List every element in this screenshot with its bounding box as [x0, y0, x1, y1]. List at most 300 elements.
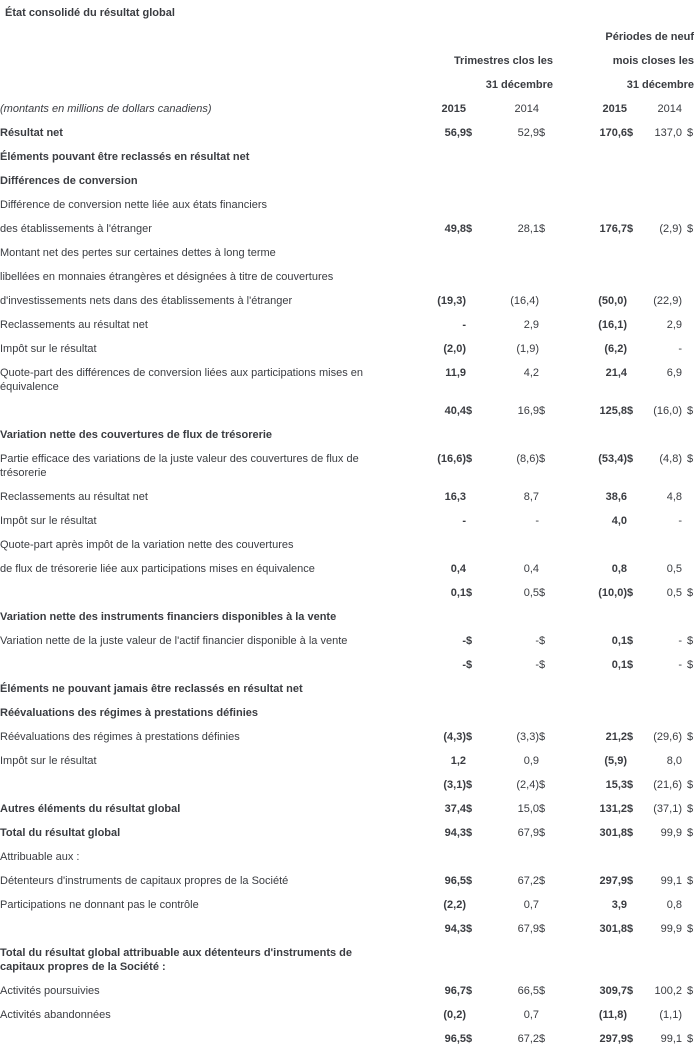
spacer-cell — [466, 422, 480, 446]
value-q2014 — [480, 940, 539, 978]
value-q2014 — [480, 144, 539, 168]
row-label: Total du résultat global — [0, 827, 121, 839]
row-label: Attribuable aux : — [0, 851, 80, 863]
value-q2014 — [480, 168, 539, 192]
row-total-attribuable-detenteurs — [0, 940, 694, 978]
value-q2014: 0,9 — [523, 755, 539, 767]
spacer-cell — [627, 168, 641, 192]
row-total-resultat-global — [0, 820, 694, 844]
currency-symbol: $ — [627, 1033, 634, 1045]
value-n2014: 8,0 — [666, 755, 682, 767]
currency-symbol: $ — [687, 405, 694, 417]
spacer-cell — [539, 556, 553, 580]
value-q2014: 28,1 — [517, 223, 539, 235]
spacer-cell — [682, 532, 694, 556]
value-n2014 — [641, 264, 682, 288]
value-n2014: (22,9) — [653, 295, 682, 307]
value-q2015: 1,2 — [450, 755, 466, 767]
currency-symbol: $ — [627, 635, 634, 647]
value-q2014: 4,2 — [523, 367, 539, 379]
spacer-cell — [682, 264, 694, 288]
row-section-reevaluations — [0, 700, 694, 724]
header-spacer — [0, 72, 420, 96]
row-label: Différence de conversion nette liée aux états financiers — [0, 199, 268, 211]
value-n2014: - — [678, 659, 682, 671]
row-label: Différences de conversion — [0, 175, 138, 187]
spacer-cell — [627, 556, 641, 580]
row-quote-part-apres-impot — [0, 532, 694, 556]
value-q2014: 67,9 — [517, 923, 539, 935]
currency-symbol: $ — [466, 923, 473, 935]
currency-symbol: $ — [466, 985, 473, 997]
value-q2015: 96,7 — [444, 985, 466, 997]
value-q2014: 67,9 — [517, 827, 539, 839]
value-q2015: - — [462, 319, 466, 331]
spacer-cell — [466, 484, 480, 508]
spacer-cell — [466, 1002, 480, 1026]
row-label — [0, 916, 420, 940]
value-n2015: 309,7 — [599, 985, 627, 997]
row-impot-2 — [0, 508, 694, 532]
year-n2014: 2014 — [657, 103, 682, 115]
currency-symbol: $ — [687, 127, 694, 139]
value-q2014: (1,9) — [516, 343, 539, 355]
value-q2014: 8,7 — [523, 491, 539, 503]
value-n2015 — [553, 240, 627, 264]
value-n2015: 297,9 — [599, 875, 627, 887]
row-label: d'investissements nets dans des établissements à l'étranger — [0, 295, 293, 307]
currency-symbol: $ — [539, 731, 546, 743]
value-n2014 — [641, 676, 682, 700]
row-label: Reclassements au résultat net — [0, 491, 148, 503]
spacer-cell — [466, 168, 480, 192]
value-q2014: (16,4) — [510, 295, 539, 307]
header-spacer — [0, 48, 420, 72]
spacer-cell — [682, 748, 694, 772]
currency-symbol: $ — [466, 223, 473, 235]
row-attribuable-aux — [0, 844, 694, 868]
spacer-cell — [539, 96, 553, 120]
spacer-cell — [539, 700, 553, 724]
currency-symbol: $ — [687, 635, 694, 647]
currency-symbol: $ — [539, 405, 546, 417]
spacer-cell — [466, 96, 480, 120]
row-label: Activités abandonnées — [0, 1009, 111, 1021]
subtotal-instruments-financiers — [0, 652, 694, 676]
value-n2014: 0,8 — [666, 899, 682, 911]
row-participations — [0, 892, 694, 916]
header-row-3 — [0, 72, 694, 96]
value-n2014: 99,1 — [660, 875, 682, 887]
currency-symbol: $ — [687, 731, 694, 743]
units-note: (montants en millions de dollars canadiens) — [0, 103, 212, 115]
row-investissements-nets — [0, 288, 694, 312]
spacer-cell — [627, 312, 641, 336]
currency-symbol: $ — [687, 659, 694, 671]
spacer-cell — [627, 940, 641, 978]
spacer-cell — [466, 240, 480, 264]
currency-symbol: $ — [466, 127, 473, 139]
spacer-cell — [682, 700, 694, 724]
currency-symbol: $ — [627, 779, 634, 791]
row-label: Impôt sur le résultat — [0, 343, 97, 355]
currency-symbol: $ — [466, 731, 473, 743]
currency-symbol: $ — [627, 127, 634, 139]
value-n2014: 100,2 — [654, 985, 682, 997]
value-q2015: 94,3 — [444, 827, 466, 839]
row-label: Détenteurs d'instruments de capitaux propres de la Société — [0, 875, 289, 887]
row-label: Activités poursuivies — [0, 985, 100, 997]
value-q2015: (3,1) — [443, 779, 466, 791]
spacer-cell — [682, 192, 694, 216]
spacer-cell — [539, 144, 553, 168]
currency-symbol: $ — [539, 779, 546, 791]
currency-symbol: $ — [466, 453, 473, 465]
spacer-cell — [466, 532, 480, 556]
currency-symbol: $ — [627, 803, 634, 815]
value-q2014 — [480, 676, 539, 700]
spacer-cell — [627, 264, 641, 288]
row-activites-abandonnees — [0, 1002, 694, 1026]
spacer-cell — [539, 748, 553, 772]
currency-symbol: $ — [627, 731, 634, 743]
value-q2015 — [420, 240, 466, 264]
header-row-2 — [0, 48, 694, 72]
value-q2015: 56,9 — [444, 127, 466, 139]
value-q2015: - — [462, 635, 466, 647]
value-n2015 — [553, 264, 627, 288]
spacer-cell — [466, 508, 480, 532]
value-n2015: 15,3 — [605, 779, 627, 791]
spacer-cell — [627, 484, 641, 508]
spacer-cell — [539, 288, 553, 312]
currency-symbol: $ — [687, 985, 694, 997]
spacer-cell — [627, 422, 641, 446]
currency-symbol: $ — [466, 635, 473, 647]
subtotal-flux-tresorerie — [0, 580, 694, 604]
year-q2014: 2014 — [514, 103, 539, 115]
value-q2014: 67,2 — [517, 875, 539, 887]
subtotal-reevaluations — [0, 772, 694, 796]
currency-symbol: $ — [539, 223, 546, 235]
row-label: Total du résultat global attribuable aux détenteurs d'instruments de capitaux propres de la Société : — [0, 947, 353, 973]
spacer-cell — [627, 604, 641, 628]
row-label: Éléments ne pouvant jamais être reclassés en résultat net — [0, 683, 303, 695]
value-q2015 — [420, 422, 466, 446]
value-n2014 — [641, 604, 682, 628]
row-reclassements-2 — [0, 484, 694, 508]
row-section-flux-tresorerie — [0, 422, 694, 446]
row-label — [0, 398, 420, 422]
value-n2015 — [553, 940, 627, 978]
value-n2014: 6,9 — [666, 367, 682, 379]
spacer-cell — [682, 288, 694, 312]
year-n2015: 2015 — [602, 103, 627, 115]
spacer-cell — [682, 312, 694, 336]
spacer-cell — [627, 532, 641, 556]
row-resultat-net — [0, 120, 694, 144]
currency-symbol: $ — [627, 659, 634, 671]
value-q2015: (4,3) — [443, 731, 466, 743]
spacer-cell — [466, 312, 480, 336]
row-label: Variation nette des couvertures de flux de trésorerie — [0, 429, 273, 441]
row-label: des établissements à l'étranger — [0, 223, 152, 235]
value-n2015 — [553, 144, 627, 168]
spacer-cell — [627, 144, 641, 168]
value-q2014 — [480, 264, 539, 288]
value-q2015: (16,6) — [437, 453, 466, 465]
spacer-cell — [466, 844, 480, 868]
spacer-cell — [682, 1002, 694, 1026]
spacer-cell — [539, 604, 553, 628]
subtotal-activites — [0, 1026, 694, 1050]
spacer-cell — [682, 556, 694, 580]
row-etablissements-etranger — [0, 216, 694, 240]
currency-symbol: $ — [687, 779, 694, 791]
value-q2015: 49,8 — [444, 223, 466, 235]
currency-symbol: $ — [687, 923, 694, 935]
spacer-cell — [466, 192, 480, 216]
value-n2014: 4,8 — [666, 491, 682, 503]
value-n2015: 0,1 — [611, 659, 627, 671]
row-label: libellées en monnaies étrangères et désignées à titre de couvertures — [0, 271, 334, 283]
value-q2015 — [420, 700, 466, 724]
spacer-cell — [627, 1002, 641, 1026]
row-quote-part-conversion — [0, 360, 694, 398]
value-n2014: 99,9 — [660, 827, 682, 839]
row-label: Reclassements au résultat net — [0, 319, 148, 331]
spacer-cell — [627, 192, 641, 216]
row-impot-3 — [0, 748, 694, 772]
row-detenteurs — [0, 868, 694, 892]
value-q2014: 66,5 — [517, 985, 539, 997]
row-label: Variation nette des instruments financiers disponibles à la vente — [0, 611, 337, 623]
spacer-cell — [466, 940, 480, 978]
currency-symbol: $ — [539, 1033, 546, 1045]
value-n2014: 99,9 — [660, 923, 682, 935]
value-q2015 — [420, 192, 466, 216]
row-libellees-monnaies — [0, 264, 694, 288]
spacer-cell — [627, 336, 641, 360]
spacer-cell — [627, 96, 641, 120]
value-q2014: 15,0 — [517, 803, 539, 815]
value-q2014: 2,9 — [523, 319, 539, 331]
currency-symbol: $ — [687, 875, 694, 887]
page-title: État consolidé du résultat global — [5, 7, 175, 19]
value-q2015 — [420, 844, 466, 868]
value-q2015 — [420, 676, 466, 700]
value-q2014 — [480, 192, 539, 216]
row-label — [0, 1026, 420, 1050]
value-n2015: 21,4 — [605, 367, 627, 379]
value-n2015: 125,8 — [599, 405, 627, 417]
row-reevaluations — [0, 724, 694, 748]
value-q2014 — [480, 700, 539, 724]
value-q2015: (19,3) — [437, 295, 466, 307]
value-q2015: 0,1 — [450, 587, 466, 599]
subtotal-attribuable — [0, 916, 694, 940]
value-q2015: (0,2) — [443, 1009, 466, 1021]
value-q2014: (2,4) — [516, 779, 539, 791]
row-diff-conversion-intro — [0, 192, 694, 216]
currency-symbol: $ — [627, 827, 634, 839]
row-variation-juste-valeur — [0, 628, 694, 652]
spacer-cell — [627, 240, 641, 264]
currency-symbol: $ — [687, 587, 694, 599]
value-n2014 — [641, 240, 682, 264]
value-q2015: 37,4 — [444, 803, 466, 815]
spacer-cell — [539, 192, 553, 216]
value-n2015: 297,9 — [599, 1033, 627, 1045]
row-label — [0, 772, 420, 796]
value-n2015: 301,8 — [599, 923, 627, 935]
row-label: Résultat net — [0, 127, 63, 139]
value-n2015: (10,0) — [598, 587, 627, 599]
spacer-cell — [682, 336, 694, 360]
statement-table-header — [0, 24, 694, 120]
spacer-cell — [539, 360, 553, 398]
row-label — [0, 652, 420, 676]
statement-table-body — [0, 120, 694, 1050]
value-n2015: 301,8 — [599, 827, 627, 839]
value-q2014: 0,4 — [523, 563, 539, 575]
row-label — [0, 580, 420, 604]
value-n2014 — [641, 192, 682, 216]
value-n2014: (21,6) — [653, 779, 682, 791]
value-q2015: 0,4 — [450, 563, 466, 575]
value-n2014: 2,9 — [666, 319, 682, 331]
value-q2014: 0,7 — [523, 899, 539, 911]
spacer-cell — [682, 360, 694, 398]
spacer-cell — [539, 422, 553, 446]
value-q2015 — [420, 144, 466, 168]
spacer-cell — [682, 844, 694, 868]
currency-symbol: $ — [539, 827, 546, 839]
spacer-cell — [539, 1002, 553, 1026]
row-impot-1 — [0, 336, 694, 360]
value-q2015: 16,3 — [444, 491, 466, 503]
row-label: Variation nette de la juste valeur de l'actif financier disponible à la vente — [0, 635, 348, 647]
value-n2015: (6,2) — [604, 343, 627, 355]
header-row-years — [0, 96, 694, 120]
spacer-cell — [627, 508, 641, 532]
row-label: Partie efficace des variations de la juste valeur des couvertures de flux de trésorerie — [0, 453, 359, 479]
spacer-cell — [539, 240, 553, 264]
value-q2015: (2,2) — [443, 899, 466, 911]
row-label: Réévaluations des régimes à prestations définies — [0, 731, 240, 743]
spacer-cell — [627, 700, 641, 724]
value-q2015 — [420, 604, 466, 628]
value-n2015: (11,8) — [598, 1009, 627, 1021]
value-q2015: (2,0) — [443, 343, 466, 355]
spacer-cell — [627, 892, 641, 916]
value-n2015: 176,7 — [599, 223, 627, 235]
quarter-date-label: 31 décembre — [485, 79, 553, 91]
currency-symbol: $ — [466, 405, 473, 417]
spacer-cell — [539, 264, 553, 288]
currency-symbol: $ — [627, 985, 634, 997]
value-q2014: (3,3) — [516, 731, 539, 743]
value-n2014 — [641, 168, 682, 192]
spacer-cell — [539, 844, 553, 868]
currency-symbol: $ — [627, 453, 634, 465]
spacer-cell — [539, 508, 553, 532]
value-q2014: 52,9 — [517, 127, 539, 139]
value-n2015: 38,6 — [605, 491, 627, 503]
row-label: de flux de trésorerie liée aux participations mises en équivalence — [0, 563, 315, 575]
currency-symbol: $ — [539, 923, 546, 935]
value-n2014: - — [678, 635, 682, 647]
value-n2014 — [641, 422, 682, 446]
statement-table — [0, 24, 694, 1050]
spacer-cell — [466, 556, 480, 580]
row-label: Autres éléments du résultat global — [0, 803, 181, 815]
value-n2014 — [641, 532, 682, 556]
spacer-cell — [627, 288, 641, 312]
spacer-cell — [539, 892, 553, 916]
value-n2014 — [641, 940, 682, 978]
value-q2015: - — [462, 515, 466, 527]
spacer-cell — [682, 96, 694, 120]
nine-month-date-label: 31 décembre — [626, 79, 694, 91]
value-n2014: (29,6) — [653, 731, 682, 743]
year-q2015: 2015 — [441, 103, 466, 115]
value-q2014 — [480, 422, 539, 446]
row-flux-tresorerie-equivalence — [0, 556, 694, 580]
spacer-cell — [466, 336, 480, 360]
spacer-cell — [539, 168, 553, 192]
row-label: Quote-part des différences de conversion liées aux participations mises en équivalence — [0, 367, 363, 393]
currency-symbol: $ — [466, 827, 473, 839]
subtotal-conversion — [0, 398, 694, 422]
spacer-cell — [682, 240, 694, 264]
currency-symbol: $ — [539, 635, 546, 647]
row-section-reclasses — [0, 144, 694, 168]
value-n2014 — [641, 844, 682, 868]
row-montant-net-pertes — [0, 240, 694, 264]
currency-symbol: $ — [539, 803, 546, 815]
currency-symbol: $ — [539, 875, 546, 887]
value-n2014: 99,1 — [660, 1033, 682, 1045]
spacer-cell — [627, 676, 641, 700]
currency-symbol: $ — [687, 223, 694, 235]
row-section-jamais-reclasses — [0, 676, 694, 700]
spacer-cell — [539, 532, 553, 556]
currency-symbol: $ — [539, 453, 546, 465]
value-n2015: (5,9) — [604, 755, 627, 767]
spacer-cell — [539, 312, 553, 336]
value-n2015 — [553, 422, 627, 446]
spacer-cell — [466, 144, 480, 168]
value-n2015 — [553, 168, 627, 192]
row-label: Quote-part après impôt de la variation nette des couvertures — [0, 539, 294, 551]
row-label: Participations ne donnant pas le contrôle — [0, 899, 199, 911]
value-q2015: 11,9 — [445, 367, 466, 379]
value-q2015 — [420, 940, 466, 978]
currency-symbol: $ — [687, 1033, 694, 1045]
spacer-cell — [682, 168, 694, 192]
value-q2015: 96,5 — [444, 875, 466, 887]
currency-symbol: $ — [627, 875, 634, 887]
value-n2015: 0,1 — [611, 635, 627, 647]
currency-symbol: $ — [539, 587, 546, 599]
value-n2015: 21,2 — [605, 731, 627, 743]
value-n2015 — [553, 604, 627, 628]
value-n2015: 170,6 — [599, 127, 627, 139]
value-n2015: 4,0 — [611, 515, 627, 527]
value-n2015 — [553, 700, 627, 724]
spacer-cell — [682, 422, 694, 446]
